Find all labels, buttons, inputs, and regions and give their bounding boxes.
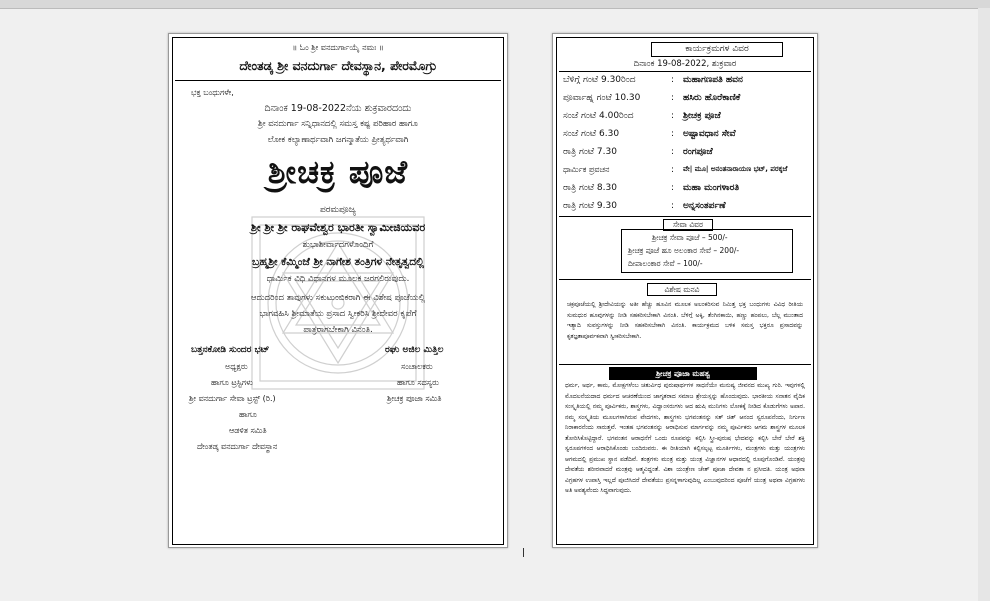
- greeting: ಭಕ್ತ ಬಂಧುಗಳೇ,: [191, 88, 234, 97]
- special-title-box: [647, 283, 717, 296]
- seva-item: ದೀಪಾಲಂಕಾರ ಸೇವೆ – 100/-: [628, 259, 703, 268]
- program-date: ದಿನಾಂಕ 19-08-2022, ಶುಕ್ರವಾರ: [633, 59, 737, 69]
- schedule-time: ರಾತ್ರಿ ಗಂಟೆ 7.30: [563, 147, 617, 157]
- left-page: [168, 33, 508, 548]
- invocation: ॥ ಓಂ ಶ್ರೀ ವನದುರ್ಗಾಯೈ ನಮಃ ॥: [292, 43, 384, 52]
- tantri-line: ಬ್ರಹ್ಮಶ್ರೀ ಕೆಮ್ಮಿಂಜೆ ಶ್ರೀ ನಾಗೇಶ ತಂತ್ರಿಗಳ ನೇತೃತ್ವದಲ್ಲಿ: [251, 256, 425, 268]
- left-page-frame: [172, 37, 504, 545]
- date-line: ದಿನಾಂಕ 19-08-2022ನೆಯ ಶುಕ್ರವಾರದಂದು: [264, 103, 412, 114]
- intro-line-2: ಶ್ರೀ ವನದುರ್ಗಾ ಸನ್ನಿಧಾನದಲ್ಲಿ ಸಮಸ್ತ ಕಷ್ಟ ಪರಿಹಾರ ಹಾಗೂ: [258, 119, 418, 129]
- schedule-event: ಅನ್ನಸಂತರ್ಪಣೆ: [683, 201, 726, 211]
- invite-line-2: ಭಾಗವಹಿಸಿ ಶ್ರೀಮಾತೆಯ ಪ್ರಸಾದ ಸ್ವೀಕರಿಸಿ ಶ್ರೀದೇವರ ಕೃಪೆಗೆ: [259, 309, 417, 319]
- schedule-time: ಸಂಜೆ ಗಂಟೆ 4.00ರಿಂದ: [563, 111, 634, 121]
- main-title: ಶ್ರೀಚಕ್ರ ಪೂಜೆ: [267, 153, 409, 191]
- paramapujya: ಪರಮಪೂಜ್ಯ: [319, 205, 357, 215]
- special-text: ಚಕ್ರಪೂಜೆಯಲ್ಲಿ ಶ್ರೀದೇವಿಯನ್ನು ಅತೀ ಹೆಚ್ಚು ಹೂವಿನ ಮೂಲಕ ಅಲಂಕರಿಸುವ ನಿಮಿತ್ತ ಭಕ್ತ ಬಂಧುಗಳು ವಿವಿಧ ರೀತಿಯ ಸುಮಧುರ ಹೂವುಗಳನ್ನು ನೀಡಿ ಸಹಕರಿಸಬೇಕಾಗಿ ವಿನಂತಿ. ಬೆಳಿಗ್ಗೆ ಅಕ್ಕಿ, ತೆಂಗಿನಕಾಯಿ, ಹಣ್ಣು ಹಂಪಲು, ಬೆಲ್ಲ ಮುಂತಾದ ಇತ್ಯಾದಿ ಸುವಸ್ತುಗಳನ್ನು ನೀಡಿ ಸಹಕರಿಸಬೇಕಾಗಿ ವಿನಂತಿ. ಕಾರ್ಯಕ್ರಮದ ಬಳಿಕ ಸಮಸ್ತ ಭಕ್ತರೂ ಪ್ರಸಾದವನ್ನು ಕೃತಜ್ಞತಾಪೂರ್ವಕವಾಗಿ ಸ್ವೀಕರಿಸಬೇಕಾಗಿ.: [567, 301, 803, 340]
- schedule-time: ಧಾರ್ಮಿಕ ಪ್ರವಚನ: [563, 165, 610, 174]
- sig-left-role-2: ಹಾಗೂ ಟ್ರಸ್ಟಿಗಳು: [211, 378, 253, 387]
- schedule-event: ವೇ| ಮೂ| ಅನಂತನಾರಾಯಣ ಭಟ್, ಪರಕ್ಕಜೆ: [683, 165, 788, 173]
- special-divider: [559, 364, 811, 365]
- sig-right-name: ರಘು ಅಜಿಲ ಮಿತ್ತಿಲ: [385, 345, 444, 355]
- schedule-sep: :: [671, 201, 675, 211]
- schedule-event: ರಂಗಪೂಜೆ: [683, 147, 713, 157]
- schedule-time: ಪೂರ್ವಾಹ್ನ ಗಂಟೆ 10.30: [563, 93, 641, 103]
- intro-line-3: ಲೋಕ ಕಲ್ಯಾಣಾರ್ಥವಾಗಿ ಜಗನ್ಮಾತೆಯ ಪ್ರೀತ್ಯರ್ಥವಾಗಿ: [267, 135, 409, 145]
- sig-left-role: ಅಧ್ಯಕ್ಷರು: [225, 362, 248, 371]
- sig-right-role-2: ಹಾಗೂ ಸದಸ್ಯರು: [397, 378, 439, 387]
- schedule-time: ಬೆಳಿಗ್ಗೆ ಗಂಟೆ 9.30ರಿಂದ: [563, 75, 636, 85]
- viewer-scrollbar[interactable]: [978, 8, 990, 601]
- schedule-sep: :: [671, 93, 675, 103]
- mahatme-title: ಶ್ರೀಚಕ್ರ ಪೂಜಾ ಮಹತ್ವ: [655, 369, 711, 378]
- schedule-time: ರಾತ್ರಿ ಗಂಟೆ 9.30: [563, 201, 617, 211]
- schedule-sep: :: [671, 147, 675, 157]
- schedule-sep: :: [671, 75, 675, 85]
- swamiji-name: ಶ್ರೀ ಶ್ರೀ ಶ್ರೀ ರಾಘವೇಶ್ವರ ಭಾರತೀ ಸ್ವಾಮೀಜಿಯವರ: [250, 221, 426, 234]
- viewer-top-bar: [0, 0, 990, 9]
- program-title-box: [651, 42, 783, 57]
- temple-name: ದೇಂತಡ್ಕ ಶ್ರೀ ವನದುರ್ಗಾ ದೇವಸ್ಥಾನ, ಪೇರಮೊಗ್ರು: [239, 58, 437, 73]
- right-page-frame: [556, 37, 814, 545]
- sig-left-org: ಶ್ರೀ ವನದುರ್ಗಾ ಸೇವಾ ಟ್ರಸ್ಟ್ (ರಿ.): [189, 394, 276, 403]
- invite-line-1: ಆದುದರಿಂದ ತಾವುಗಳು ಸಕುಟುಂಬಿಕರಾಗಿ ಈ ವಿಶೇಷ ಪೂಜೆಯಲ್ಲಿ: [250, 293, 426, 303]
- schedule-sep: :: [671, 183, 675, 193]
- schedule-sep: :: [671, 129, 675, 139]
- committee: ಆಡಳಿತ ಸಮಿತಿ: [229, 426, 267, 435]
- rituals-line: ಧಾರ್ಮಿಕ ವಿಧಿ ವಿಧಾನಗಳ ಮೂಲಕ ಜರಗಲಿರುವುದು.: [266, 274, 410, 284]
- mahatme-text: ಧರ್ಮ, ಅರ್ಥ, ಕಾಮ, ಮೋಕ್ಷಗಳೆಂಬ ಚತುರ್ವಿಧ ಪುರುಷಾರ್ಥಗಳ ಸಾಧನೆಯೇ ಮನುಷ್ಯ ಜೀವನದ ಮುಖ್ಯ ಗುರಿ. ಇವುಗಳಲ್ಲಿ ಮೊದಲನೆಯದಾದ ಧರ್ಮದ ಆಚರಣೆಯಿಂದ ಜಾಗೃತರಾದ ಸಮಾಜ ಶ್ರೇಯಸ್ಸನ್ನು ಹೊಂದುವುದು. ಭಾರತೀಯ ಸನಾತನ ವೈದಿಕ ಸಂಸ್ಕೃತಿಯಲ್ಲಿ ನಮ್ಮ ಪೂರ್ವಿಕರು, ಶಾಸ್ತ್ರಗಳು, ವಿದ್ವಾಂಸರುಗಳು ಆದ ಋಷಿ ಮುನಿಗಳು ಲೋಕಕ್ಕೆ ನೀಡಿದ ಕೊಡುಗೆಗಳು ಅಪಾರ. ನಮ್ಮ ಸಂಸ್ಕೃತಿಯ ಮೂಲಗಳಾಗಿರುವ ವೇದಗಳು, ಶಾಸ್ತ್ರಗಳು ಭಗವಂತನನ್ನು ಸತ್ ಚಿತ್ ಆನಂದ ಸ್ವರೂಪನೆಂದು, ನಿರ್ಗುಣ ನಿರಾಕಾರನೆಂದು ಸಾರುತ್ತವೆ. ಇಂತಹ ಭಗವಂತನನ್ನು ಆರಾಧಿಸುವ ಮಾರ್ಗವನ್ನು ನಮ್ಮ ಪೂರ್ವಿಕರು ಆಗಮ ಶಾಸ್ತ್ರಗಳ ಮೂಲಕ ತೋರಿಸಿಕೊಟ್ಟಿದ್ದಾರೆ. ಭಗವಂತನ ಆರಾಧನೆಗೆ ಒಂದು ರೂಪವನ್ನು ಕಲ್ಪಿಸಿ ಸ್ತ್ರೀ-ಪುರುಷ ಭೇದವನ್ನು ಕಲ್ಪಿಸಿ ಬೇರೆ ಬೇರೆ ಶಕ್ತಿ ಸ್ವರೂಪಗಳಿಂದ ಆರಾಧಿಸಿಕೊಂಡು ಬಂದಿರುವರು. ಈ ರೀತಿಯಾಗಿ ಕಲ್ಪಿಸಲ್ಪಟ್ಟ ಮೂರ್ತಿಗಳು, ಮಂತ್ರಗಳು ಮತ್ತು ಯಂತ್ರಗಳು ಆಗಮದಲ್ಲಿ ಪ್ರಮುಖ ಸ್ಥಾನ ಪಡೆದಿವೆ. ತಂತ್ರಗಳು ಮಂತ್ರ ಮತ್ತು ಯಂತ್ರ ವಿಜ್ಞಾನಗಳ ಆಧಾರದಲ್ಲಿ ರೂಪುಗೊಂಡಿವೆ. ಯಂತ್ರವು ದೇವತೆಯ ಶರೀರವಾದರೆ ಮಂತ್ರವು ಆತ್ಮವಿದ್ದಂತೆ. ವಿಶಾ ಯಂತ್ರೇಣ ಚೇತ್ ಪೂಜಾ ದೇವತಾ ನ ಪ್ರಸೀದತಿ. ಯಂತ್ರ ಅಥವಾ ವಿಗ್ರಹಗಳ ಉಪಾಸ್ತಿ ಇಲ್ಲದೆ ಪೂಜಿಸಿದರೆ ದೇವತೆಯು ಪ್ರಸನ್ನಳಾಗುವುದಿಲ್ಲ ಎಂಬುವುದರಿಂದ ಪೂಜೆಗೆ ಯಂತ್ರ ಅಥವಾ ವಿಗ್ರಹಗಳು ಅತಿ ಅವಶ್ಯವೆಂದು ಸಿದ್ಧವಾಗುವುದು.: [565, 382, 805, 494]
- schedule-time: ಸಂಜೆ ಗಂಟೆ 6.30: [563, 129, 620, 139]
- mahatme-title-box: [609, 367, 757, 380]
- blessing-line: ಶುಭಾಶೀರ್ವಾದಗಳೊಂದಿಗೆ: [302, 240, 374, 250]
- committee-2: ದೇಂತಡ್ಕ ವನದುರ್ಗಾ ದೇವಸ್ಥಾನ: [197, 442, 278, 451]
- seva-title: ಸೇವಾ ವಿವರ: [673, 220, 703, 229]
- schedule-event: ಅಷ್ಟಾವಧಾನ ಸೇವೆ: [683, 129, 736, 139]
- schedule-event: ಶ್ರೀಚಕ್ರ ಪೂಜೆ: [683, 111, 721, 121]
- schedule-sep: :: [671, 165, 675, 175]
- sig-right-org: ಶ್ರೀಚಕ್ರ ಪೂಜಾ ಸಮಿತಿ: [387, 394, 442, 403]
- seva-box: [621, 229, 793, 273]
- seva-item: ಶ್ರೀಚಕ್ರ ಪೂಜೆ ಹೂ ಅಲಂಕಾರ ಸೇವೆ – 200/-: [628, 246, 740, 255]
- sig-left-name: ಬತ್ತನಕೋಡಿ ಸುಂದರ ಭಟ್: [191, 345, 270, 355]
- schedule-sep: :: [671, 111, 675, 121]
- schedule-event: ಮಹಾಗಣಪತಿ ಹವನ: [683, 75, 743, 85]
- schedule-event: ಮಹಾ ಮಂಗಳಾರತಿ: [683, 183, 740, 193]
- haagu-text: ಹಾಗೂ: [239, 410, 257, 419]
- schedule-event: ಹಸಿರು ಹೊರೆಕಾಣಿಕೆ: [683, 93, 741, 103]
- special-title: ವಿಶೇಷ ಮನವಿ: [664, 285, 700, 294]
- program-title: ಕಾರ್ಯಕ್ರಮಗಳ ವಿವರ: [685, 44, 749, 54]
- sig-right-role: ಸಂಚಾಲಕರು: [401, 362, 433, 371]
- invite-line-3: ಪಾತ್ರರಾಗಬೇಕಾಗಿ ವಿನಂತಿ.: [303, 325, 373, 335]
- seva-divider: [559, 279, 811, 280]
- schedule-time: ರಾತ್ರಿ ಗಂಟೆ 8.30: [563, 183, 617, 193]
- right-page: [552, 33, 818, 548]
- seva-item: ಶ್ರೀಚಕ್ರ ಸೇವಾ ಪೂಜೆ – 500/-: [652, 233, 728, 242]
- schedule-divider: [559, 216, 811, 217]
- header-divider: [175, 80, 501, 81]
- date-divider: [559, 71, 811, 72]
- text-cursor: [523, 548, 524, 557]
